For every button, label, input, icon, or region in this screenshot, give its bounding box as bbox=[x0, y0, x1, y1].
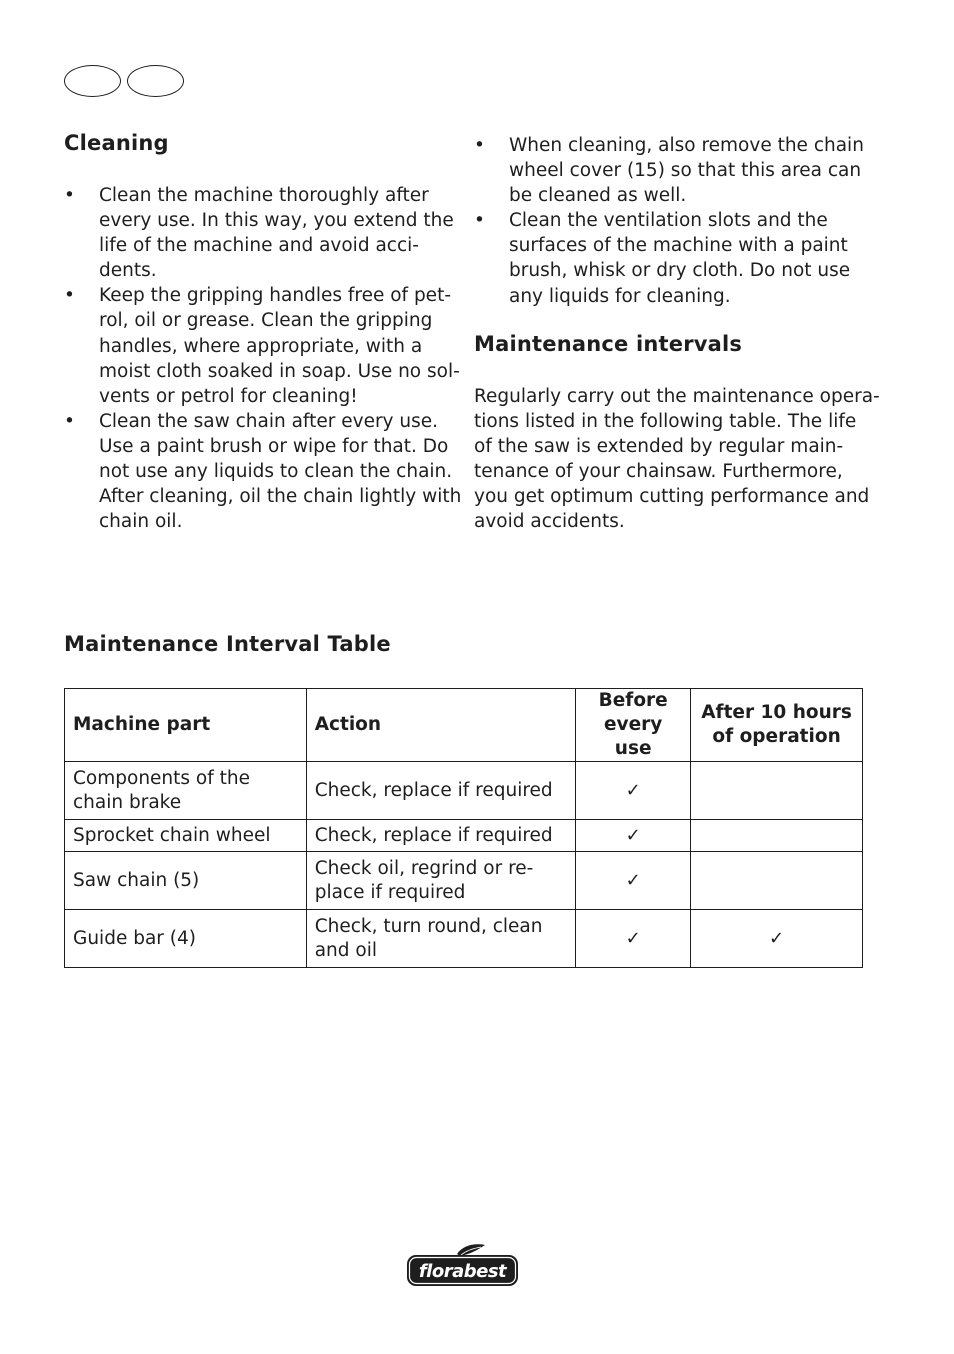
header-before-every-use: Before every use bbox=[576, 689, 691, 762]
table-row bbox=[65, 910, 863, 968]
list-item-line: any liquids for cleaning. bbox=[509, 285, 731, 307]
list-item-line: life of the machine and avoid acci- bbox=[99, 235, 419, 257]
table-row bbox=[65, 820, 863, 852]
list-item-line: • Clean the saw chain after every use. bbox=[99, 410, 439, 432]
paragraph-line: tions listed in the following table. The life bbox=[474, 411, 857, 433]
list-item-line: • Clean the machine thoroughly after bbox=[99, 185, 429, 206]
paragraph-line: avoid accidents. bbox=[474, 511, 625, 533]
cell-before-check-icon: ✓ bbox=[576, 852, 691, 910]
florabest-logo bbox=[405, 1243, 520, 1289]
cell-action bbox=[306, 852, 576, 910]
list-item-line: chain oil. bbox=[99, 511, 183, 533]
leaf-icon bbox=[457, 1244, 485, 1256]
list-item bbox=[474, 133, 874, 208]
maintenance-table bbox=[64, 688, 863, 968]
cell-action: Check, turn round, clean and oil bbox=[306, 910, 576, 968]
cell-action: Check, replace if required bbox=[306, 820, 576, 852]
list-item-line: Use a paint brush or wipe for that. Do bbox=[99, 435, 449, 457]
maintenance-table-heading: Maintenance Interval Table bbox=[64, 632, 391, 656]
logo-wordmark: florabest bbox=[418, 1261, 507, 1282]
paragraph-line: of the saw is extended by regular main- bbox=[474, 436, 844, 458]
list-item-line: handles, where appropriate, with a bbox=[99, 335, 423, 357]
paragraph-line: tenance of your chainsaw. Furthermore, bbox=[474, 461, 843, 483]
list-item-line: • Keep the gripping handles free of pet- bbox=[99, 285, 451, 307]
header-after-10-hours: After 10 hours of operation bbox=[691, 689, 863, 762]
cell-before-check-icon: ✓ bbox=[576, 762, 691, 820]
table-row bbox=[65, 762, 863, 820]
list-item bbox=[474, 208, 874, 308]
list-item bbox=[64, 409, 462, 534]
list-item-line: After cleaning, oil the chain lightly with bbox=[99, 486, 462, 508]
cell-before-check-icon: ✓ bbox=[576, 910, 691, 968]
list-item-line: brush, whisk or dry cloth. Do not use bbox=[509, 260, 851, 282]
list-item-line: dents. bbox=[99, 260, 157, 282]
cell-after-check-icon: ✓ bbox=[691, 910, 863, 968]
cleaning-list-left bbox=[64, 183, 462, 534]
cleaning-heading: Cleaning bbox=[64, 131, 169, 155]
list-item-line: vents or petrol for cleaning! bbox=[99, 385, 358, 407]
list-item-line: moist cloth soaked in soap. Use no sol- bbox=[99, 360, 460, 382]
list-item-line: every use. In this way, you extend the bbox=[99, 210, 454, 232]
cell-part: Guide bar (4) bbox=[65, 910, 307, 968]
header-machine-part: Machine part bbox=[65, 689, 307, 762]
paragraph-line: Regularly carry out the maintenance opera- bbox=[474, 386, 880, 407]
list-item-line: wheel cover (15) so that this area can bbox=[509, 160, 862, 182]
maintenance-intervals-heading: Maintenance intervals bbox=[474, 332, 743, 356]
cell-part: Saw chain (5) bbox=[65, 852, 307, 910]
list-item bbox=[64, 283, 460, 408]
paragraph-line: you get optimum cutting performance and bbox=[474, 486, 870, 508]
header-action: Action bbox=[306, 689, 576, 762]
cell-part: Components of the chain brake bbox=[65, 762, 307, 820]
cell-part: Sprocket chain wheel bbox=[65, 820, 307, 852]
cell-after bbox=[691, 762, 863, 820]
list-item bbox=[64, 183, 454, 283]
table-row bbox=[65, 852, 863, 910]
language-ovals bbox=[64, 65, 184, 97]
list-item-line: • When cleaning, also remove the chain bbox=[509, 135, 864, 156]
list-item-line: • Clean the ventilation slots and the bbox=[509, 210, 828, 232]
language-oval-2 bbox=[127, 65, 184, 97]
list-item-line: surfaces of the machine with a paint bbox=[509, 235, 848, 257]
cell-after bbox=[691, 852, 863, 910]
language-oval-1 bbox=[64, 65, 121, 97]
cleaning-list-right bbox=[474, 133, 874, 309]
table-header-row bbox=[65, 689, 863, 762]
cell-after bbox=[691, 820, 863, 852]
list-item-line: be cleaned as well. bbox=[509, 185, 687, 207]
list-item-line: rol, oil or grease. Clean the gripping bbox=[99, 310, 433, 332]
cell-action: Check, replace if required bbox=[306, 762, 576, 820]
cell-before-check-icon: ✓ bbox=[576, 820, 691, 852]
cell-action-text: Check oil, regrind or re- place if required bbox=[314, 857, 534, 903]
list-item-line: not use any liquids to clean the chain. bbox=[99, 461, 453, 483]
maintenance-intervals-paragraph bbox=[474, 384, 880, 535]
